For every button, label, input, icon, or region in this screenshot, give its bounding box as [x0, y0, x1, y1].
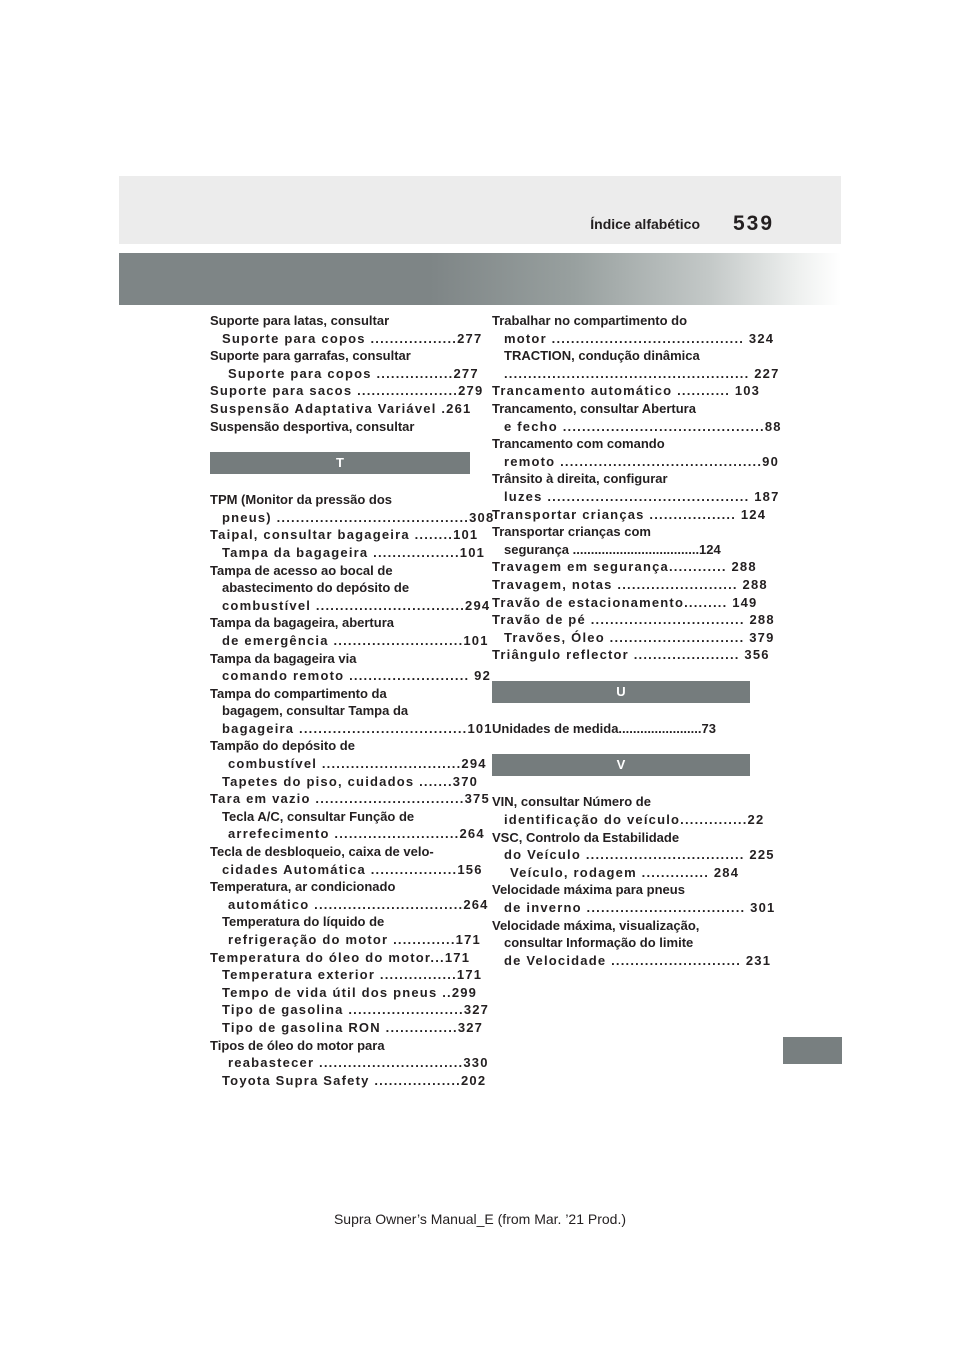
index-entry: Tampão do depósito de — [210, 738, 355, 754]
index-entry: Suporte para copos ..................277 — [222, 330, 483, 346]
index-entry: Tampa da bagageira, abertura — [210, 615, 394, 631]
index-entry: Toyota Supra Safety ..................202 — [222, 1072, 487, 1088]
index-entry: e fecho ..........................................88 — [504, 418, 782, 434]
index-entry: de inverno ................................. 301 — [504, 900, 776, 916]
index-entry: Travão de estacionamento......... 149 — [492, 594, 758, 610]
section-title: Índice alfabético — [590, 216, 700, 232]
index-entry: combustível .............................294 — [228, 756, 487, 772]
index-entry: Temperatura, ar condicionado — [210, 879, 396, 895]
index-entry: Tecla A/C, consultar Função de — [222, 808, 415, 824]
index-entry: Tecla de desbloqueio, caixa de velo- — [210, 844, 434, 860]
index-entry: reabastecer ..............................330 — [228, 1055, 489, 1071]
letter-header-t: T — [210, 452, 470, 474]
index-entry: de Velocidade ........................... 231 — [504, 952, 772, 968]
index-entry: Tipos de óleo do motor para — [210, 1037, 385, 1053]
letter-header-v: V — [492, 754, 750, 776]
index-entry: Transportar crianças com — [492, 524, 651, 540]
index-entry: Travagem em segurança............ 288 — [492, 559, 757, 575]
index-entry: Veículo, rodagem .............. 284 — [510, 864, 740, 880]
index-entry: Tipo de gasolina ........................327 — [222, 1002, 490, 1018]
index-entry: Travão de pé ................................ 288 — [492, 612, 775, 628]
index-entry: Travões, Óleo ............................ 379 — [504, 629, 775, 645]
index-entry: VIN, consultar Número de — [492, 794, 651, 810]
index-entry: Tipo de gasolina RON ...............327 — [222, 1019, 484, 1035]
index-entry: Suspensão Adaptativa Variável .261 — [210, 400, 472, 416]
index-entry: Trânsito à direita, configurar — [492, 471, 668, 487]
index-entry: Unidades de medida.......................73 — [492, 720, 716, 736]
index-entry: luzes .......................................... 187 — [504, 488, 780, 504]
index-column-left — [210, 312, 495, 1089]
index-entry: cidades Automática ..................156 — [222, 861, 483, 877]
index-entry: Suspensão desportiva, consultar — [210, 418, 415, 434]
index-entry: identificação do veículo..............22 — [504, 812, 765, 828]
index-entry: Suporte para copos ................277 — [228, 365, 479, 381]
footer-manual-title: Supra Owner’s Manual_E (from Mar. ’21 Prod.) — [333, 1211, 627, 1227]
index-entry: remoto ..........................................90 — [504, 453, 780, 469]
index-entry: consultar Informação do limite — [504, 935, 694, 951]
index-entry: segurança ...................................124 — [504, 541, 721, 557]
index-entry: Temperatura do líquido de — [222, 914, 385, 930]
index-entry: abastecimento do depósito de — [222, 580, 410, 596]
index-entry: Travagem, notas ......................... 288 — [492, 576, 768, 592]
index-entry: de emergência ...........................101 — [222, 632, 489, 648]
index-entry: Velocidade máxima, visualização, — [492, 917, 700, 933]
index-entry: automático ...............................264 — [228, 896, 489, 912]
page-number: 539 — [733, 212, 775, 235]
index-entry: TRACTION, condução dinâmica — [504, 348, 700, 364]
index-entry: ................................................... 227 — [504, 365, 780, 381]
index-entry: Temperatura exterior ................171 — [222, 967, 483, 983]
index-column-right — [492, 312, 782, 969]
index-entry: comando remoto ......................... 92 — [222, 668, 492, 684]
index-entry: Transportar crianças .................. 124 — [492, 506, 767, 522]
index-entry: Tampa da bagageira ..................101 — [222, 544, 486, 560]
index-entry: Suporte para latas, consultar — [210, 313, 390, 328]
index-entry: Trancamento com comando — [492, 436, 665, 452]
index-entry: bagageira ...................................101 — [222, 720, 493, 736]
index-entry: Trancamento automático ........... 103 — [492, 383, 761, 399]
index-entry: Trancamento, consultar Abertura — [492, 400, 696, 416]
index-entry: do Veículo ................................. 225 — [504, 847, 775, 863]
chapter-gradient-bar — [119, 253, 841, 305]
index-entry: Tampa do compartimento da — [210, 685, 387, 701]
index-entry: Velocidade máxima para pneus — [492, 882, 685, 898]
index-entry: bagagem, consultar Tampa da — [222, 703, 409, 719]
index-entry: Temperatura do óleo do motor...171 — [210, 949, 471, 965]
index-entry: Triângulo reflector ...................... 356 — [492, 647, 770, 663]
index-entry: refrigeração do motor .............171 — [228, 932, 481, 947]
index-entry: Tampa de acesso ao bocal de — [210, 562, 393, 578]
index-entry: Tara em vazio ...............................375 — [210, 791, 490, 807]
index-entry: Trabalhar no compartimento do — [492, 313, 688, 328]
index-entry: Tampa da bagageira via — [210, 650, 357, 666]
index-entry: Suporte para garrafas, consultar — [210, 348, 411, 364]
index-entry: VSC, Controlo da Estabilidade — [492, 829, 680, 845]
index-entry: motor ........................................ 324 — [504, 330, 775, 346]
index-entry: pneus) ........................................308 — [222, 509, 495, 525]
index-entry: Suporte para sacos .....................279 — [210, 383, 484, 399]
chapter-side-tab — [783, 1037, 842, 1064]
index-entry: Tempo de vida útil dos pneus ..299 — [222, 984, 478, 1000]
index-entry: Tapetes do piso, cuidados .......370 — [222, 773, 479, 789]
index-entry: combustível ...............................294 — [222, 597, 491, 613]
index-entry: arrefecimento ..........................264 — [228, 826, 485, 842]
index-entry: TPM (Monitor da pressão dos — [210, 492, 393, 508]
index-entry: Taipal, consultar bagageira ........101 — [210, 527, 479, 543]
letter-header-u: U — [492, 681, 750, 703]
